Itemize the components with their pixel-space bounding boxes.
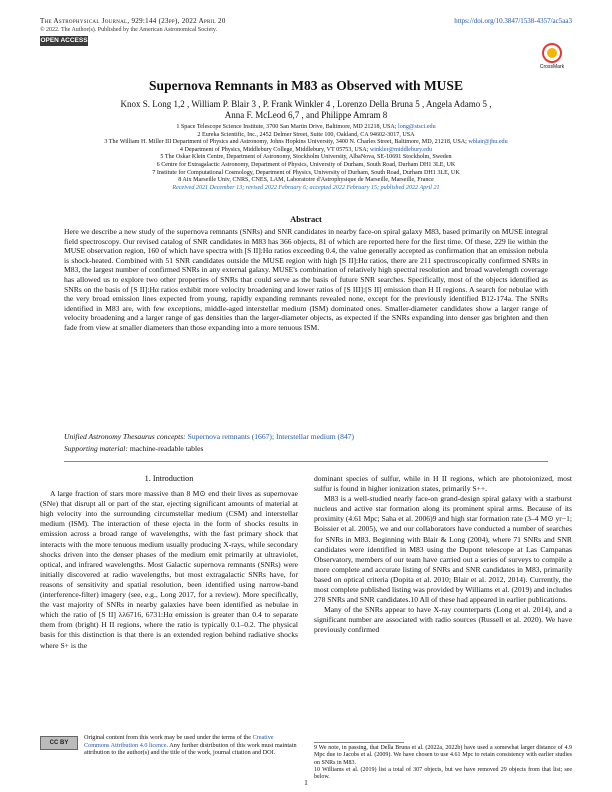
open-access-badge: OPEN ACCESS	[40, 37, 88, 44]
intro-paragraph-2: M83 is a well-studied nearly face-on grand-design spiral galaxy with a starburst nucleus and active star formation along its prominent spiral arms. Because of its proximity (4.61 Mpc; Saha et al. 2006)9 and high star formation rate (3–4 M⊙ yr−1; Boissier et al. 2005), we and our collaborators have conducted a number of searches for SNRs in M83. Beginning with Blair & Long (2004), where 71 SNRs and SNR candidates were identified in M83 using the Dupont telescope at Las Campanas Observatory, members of our team have carried out a series of surveys to compile a more complete and accurate listing of SNRs and SNR candidates in M83, primarily based on optical criteria (Dopita et al. 2010; Blair et al. 2012, 2014). Currently, the most complete published listing was provided by Williams et al. (2019) and includes 278 SNRs and SNR candidates.10 All of these had appeared in earlier publications.	[314, 494, 572, 605]
divider	[64, 461, 548, 462]
authors-line-1: Knox S. Long 1,2 , William P. Blair 3 , P. Frank Winkler 4 , Lorenzo Della Bruna 5 , Angela Adamo 5 ,	[120, 99, 492, 109]
affiliation-4: 4 Department of Physics, Middlebury College, Middlebury, VT 05753, USA; winkler@middlebury.edu	[179, 146, 433, 153]
authors-line-2: Anna F. McLeod 6,7 , and Philippe Amram 8	[224, 110, 388, 120]
publication-dates: Received 2021 December 13; revised 2022 February 6; accepted 2022 February 15; published 2022 April 21	[172, 184, 440, 191]
copyright-line: © 2022. The Author(s). Published by the American Astronomical Society.	[40, 27, 218, 33]
crossmark-icon	[542, 43, 562, 63]
abstract-heading: Abstract	[290, 214, 322, 224]
crossmark-label: CrossMark	[539, 64, 565, 70]
affiliation-6: 6 Centre for Extragalactic Astronomy, Department of Physics, University of Durham, South Road, Durham DH1 3LE, UK	[156, 161, 456, 168]
section-heading: 1. Introduction	[144, 474, 194, 483]
footnote-10: 10 Williams et al. (2019) list a total of 307 objects, but we have removed 29 objects from that list; see below.	[314, 766, 572, 781]
affiliation-7: 7 Institute for Computational Cosmology, Department of Physics, University of Durham, South Road, Durham DH1 3LE, UK	[152, 169, 460, 176]
intro-paragraph-3: Many of the SNRs appear to have X-ray counterparts (Long et al. 2014), and a significant number are associated with radio sources (Russell et al. 2020). We have previously confirmed	[314, 605, 572, 635]
affiliation-2: 2 Eureka Scientific, Inc., 2452 Delmer Street, Suite 100, Oakland, CA 94602-3017, USA	[197, 131, 415, 138]
crossmark-logo[interactable]	[537, 43, 567, 70]
intro-paragraph-1: A large fraction of stars more massive than 8 M⊙ end their lives as supernovae (SNe) that disrupt all or part of the star, ejecting significant amounts of material at high velocity into the surrounding circumstellar medium (CSM) and interstellar medium (ISM). The interaction of these ejecta in the form of shocks results in emission across a broad range of wavelengths, with the fast primary shock that interacts with the more tenuous medium usually producing X-rays, while secondary shocks driven into the denser phases of the medium emit primarily at ultraviolet, optical, and infrared wavelengths. Most Galactic supernova remnants (SNRs) were initially discovered at radio wavelengths, but most extragalactic SNRs have, for reasons of sensitivity and spatial resolution, been identified using narrow-band (interference-filter) imagery (see, e.g., Long 2017, for a review). More specifically, the vast majority of SNRs in nearby galaxies have been identified as nebulae in which the ratio of [S II] λλ6716, 6731:Hα emission is greater than 0.4 to separate them from (bright) H II regions, where the ratio is typically 0.1–0.2. The physical basis for this distinction is that there is an extended region behind radiative shocks where S+ is the	[40, 489, 298, 650]
cc-by-icon: CC BY	[40, 736, 78, 750]
keywords-links[interactable]: Supernova remnants (1667); Interstellar medium (847)	[187, 432, 354, 441]
supporting-material: Supporting material: machine-readable tables	[64, 444, 204, 453]
license-notice: CC BY Original content from this work may be used under the terms of the Creative Commons Attribution 4.0 licence. Any further distribution of this work must maintain attribution to the author(s) and the title of the work, journal citation and DOI.	[40, 734, 298, 757]
abstract-text: Here we describe a new study of the supernova remnants (SNRs) and SNR candidates in nearby face-on spiral galaxy M83, based primarily on MUSE integral field spectroscopy. Our revised catalog of SNR candidates in M83 has 366 objects, 81 of which are reported here for the first time. Of these, 229 lie within the MUSE observation region, 160 of which have spectra with [S II]:Hα ratios exceeding 0.4, the value generally accepted as confirmation that an emission nebula is shock-heated. Combined with 51 SNR candidates outside the MUSE region with high [S II]:Hα ratios, there are 211 spectroscopically confirmed SNRs in M83, the largest number of confirmed SNRs in any external galaxy. MUSE's combination of relatively high spectral resolution and broad wavelength coverage has allowed us to explore two other properties of SNRs that could serve as the basis of future SNR searches. Specifically, most of the objects identified as SNRs on the basis of [S II]:Hα ratios exhibit more velocity broadening and lower ratios of [S III]:[S II] emission than H II regions. A search for nebulae with the very broad emission lines expected from young, rapidly expanding remnants revealed none, except for the previously identified B12-174a. The SNRs identified in M83 are, with few exceptions, middle-aged interstellar medium (ISM) dominated ones. Smaller-diameter candidates show a larger range of velocity broadening and a larger range of gas densities than the larger-diameter objects, as expected if the SNRs expanding into denser gas brighten and then fade from view at smaller diameters than those expanding into a more tenuous ISM.	[64, 227, 548, 332]
keywords-block	[64, 431, 548, 455]
uat-concepts: Unified Astronomy Thesaurus concepts: Supernova remnants (1667); Interstellar medium (847)	[64, 432, 354, 441]
running-header	[40, 17, 572, 26]
journal-line: The Astrophysical Journal, 929:144 (23pp), 2022 April 20	[40, 17, 226, 25]
paper-title: Supernova Remnants in M83 as Observed with MUSE	[149, 78, 463, 93]
author-list	[60, 99, 552, 121]
footnotes	[314, 745, 572, 781]
footnote-divider	[314, 742, 404, 743]
right-column	[314, 474, 572, 636]
footnote-9: 9 We note, in passing, that Della Bruna et al. (2022a, 2022b) have used a somewhat larger distance of 4.9 Mpc due to Jacobs et al. (2009). We have chosen to use 4.61 Mpc to retain consistency with earlier studies on SNRs in M83.	[314, 745, 572, 766]
affiliation-1: 1 Space Telescope Science Institute, 3700 San Martin Drive, Baltimore, MD 21218, USA; long@stsci.edu	[176, 124, 436, 130]
affiliations	[30, 124, 582, 192]
left-column	[40, 474, 298, 651]
cc-license-link[interactable]: Creative Commons Attribution 4.0 licence	[84, 734, 274, 749]
affiliation-5: 5 The Oskar Klein Centre, Department of Astronomy, Stockholm University, AlbaNova, SE-10691 Stockholm, Sweden	[160, 154, 452, 161]
email-link[interactable]: winkler@middlebury.edu	[369, 146, 433, 153]
page-number: 1	[304, 778, 308, 787]
email-link[interactable]: long@stsci.edu	[398, 124, 436, 130]
affiliation-8: 8 Aix Marseille Univ, CNRS, CNES, LAM, Laboratoire d'Astrophysique de Marseille, Marseille, France	[178, 177, 434, 184]
doi-link[interactable]: https://doi.org/10.3847/1538-4357/ac5aa3	[454, 17, 572, 25]
intro-paragraph-1-cont: dominant species of sulfur, while in H II regions, which are photoionized, most sulfur is found in higher ionization states, primarily S++.	[314, 474, 572, 494]
affiliation-3: 3 The William H. Miller III Department of Physics and Astronomy, Johns Hopkins University, 3400 N. Charles Street, Baltimore, MD, 21218, USA; wblair@jhu.edu	[104, 139, 508, 146]
email-link[interactable]: wblair@jhu.edu	[468, 139, 508, 146]
